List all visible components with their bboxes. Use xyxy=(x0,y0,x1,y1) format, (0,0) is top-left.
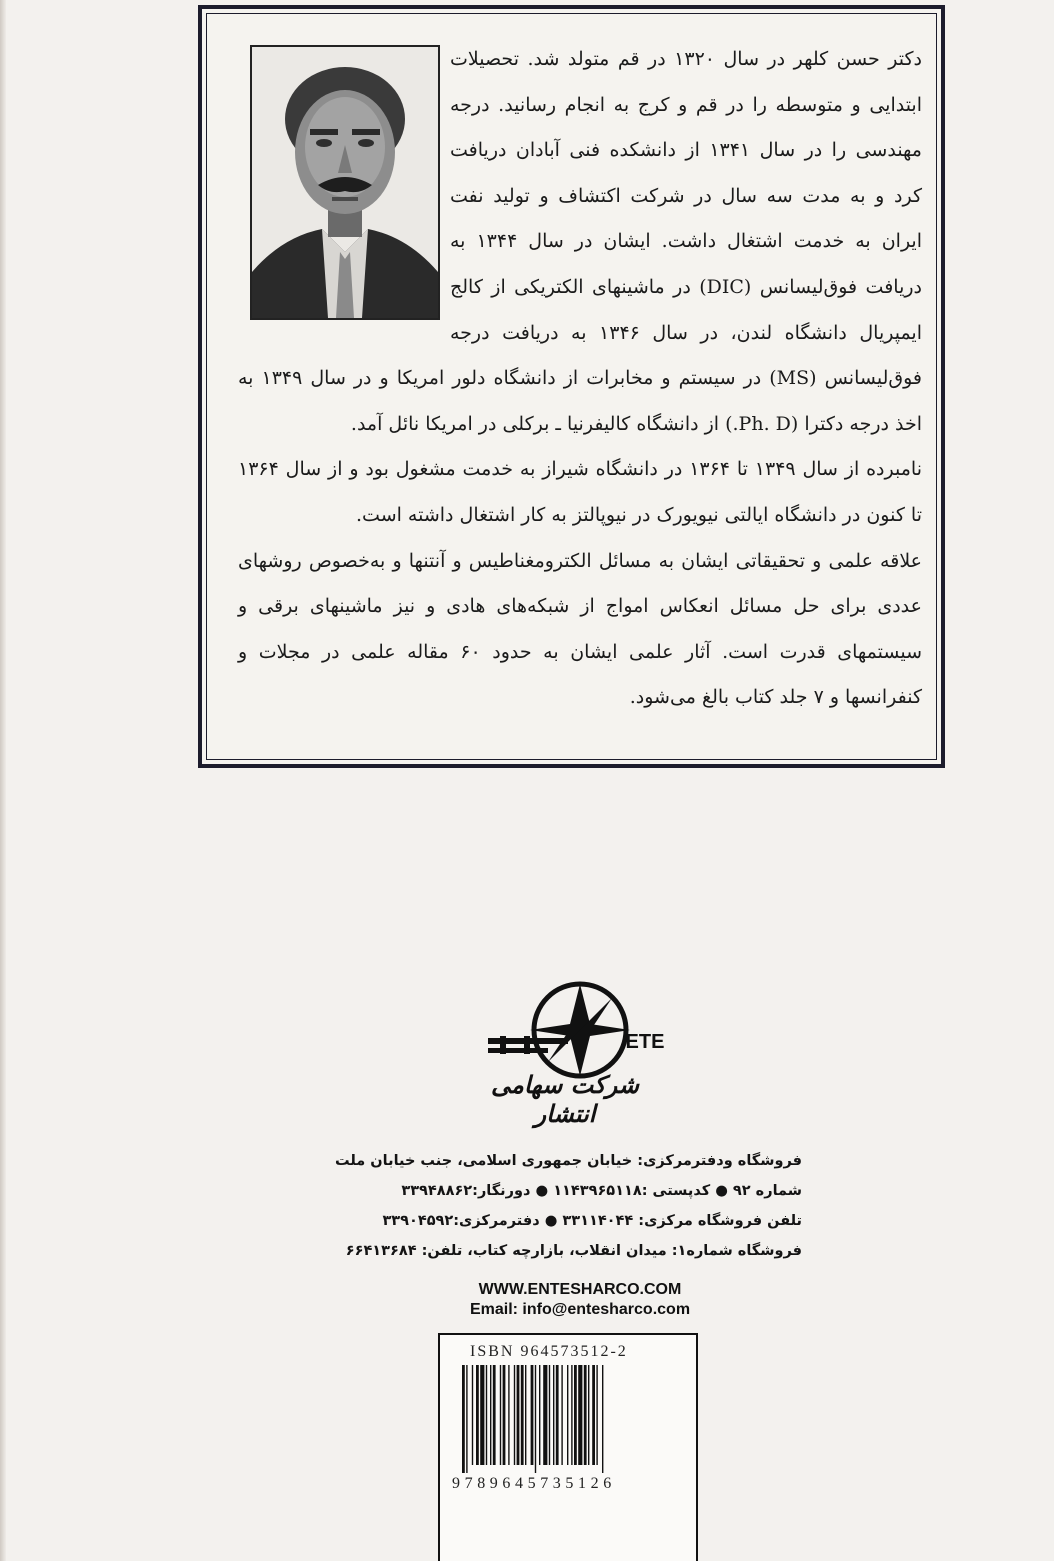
publisher-name: شرکت سهامی انتشار xyxy=(490,1070,640,1128)
website-url: WWW.ENTESHARCO.COM xyxy=(478,1281,682,1298)
email-address: Email: info@entesharco.com xyxy=(469,1301,691,1318)
barcode-bar xyxy=(490,1365,491,1465)
isbn-label: ISBN 964573512-2 xyxy=(470,1343,628,1360)
bio-paragraph: علاقه علمی و تحقیقاتی ایشان به مسائل الکترومغناطیس و آنتنها و به‌خصوص روشهای عددی برای حل مسائل انعکاس امواج از شبکه‌های هادی و نیز ماشینهای برقی و سیستمهای قدرت است. آثار علمی ایشان به حدود ۶۰ مقاله علمی در مجلات و کنفرانسها و ۷ جلد کتاب بالغ می‌شود. xyxy=(238,549,922,709)
barcode-bar xyxy=(549,1365,550,1465)
barcode-bar xyxy=(472,1365,473,1465)
barcode-bar xyxy=(584,1365,587,1465)
barcode-bar xyxy=(521,1365,524,1465)
bio-paragraph: نامبرده از سال ۱۳۴۹ تا ۱۳۶۴ در دانشگاه شیراز به خدمت مشغول بود و از سال ۱۳۶۴ تا کنون در دانشگاه ایالتی نیویورک در نیوپالتز به کار اشتغال داشته است. xyxy=(238,458,922,526)
barcode-bar xyxy=(500,1365,501,1465)
bio-paragraph: دکتر حسن کلهر در سال ۱۳۲۰ در قم متولد شد. تحصیلات ابتدایی و متوسطه را در قم و کرج به انجام رسانید. درجه مهندسی را در سال ۱۳۴۱ از دانشکده فنی آبادان دریافت کرد و به مدت سه سال در شرکت اکتشاف و تولید نفت ایران به خدمت اشتغال داشت. ایشان در سال ۱۳۴۴ به دریافت فوق‌لیسانس (DIC) در ماشینهای الکتریکی از کالج ایمپریال دانشگاه لندن، در سال ۱۳۴۶ به دریافت درجه فوق‌لیسانس (MS) در سیستم و مخابرات از دانشگاه دلور امریکا و در سال ۱۳۴۹ به اخذ درجه دکترا (Ph. D.) از دانشگاه کالیفرنیا ـ برکلی در امریکا نائل آمد. xyxy=(238,48,923,435)
publisher-address xyxy=(335,1146,802,1266)
barcode-bar xyxy=(561,1365,562,1465)
barcode-bar xyxy=(535,1365,536,1473)
address-line: تلفن فروشگاه مرکزی: ۳۳۱۱۴۰۴۴ ● دفترمرکزی:۳۳۹۰۴۵۹۲ xyxy=(382,1213,802,1229)
address-line: فروشگاه شماره۱: میدان انقلاب، بازارچه کتاب، تلفن: ۶۶۴۱۳۶۸۴ xyxy=(345,1243,802,1259)
barcode-bar xyxy=(493,1365,496,1465)
address-line: فروشگاه ودفترمرکزی: خیابان جمهوری اسلامی، جنب خیابان ملت xyxy=(335,1153,802,1169)
barcode-bar xyxy=(531,1365,534,1465)
barcode-bar xyxy=(480,1365,484,1465)
logo-monogram: ETE xyxy=(625,1031,665,1053)
isbn-barcode-box xyxy=(438,1333,698,1561)
barcode-digits: 9789645735126 xyxy=(452,1475,616,1492)
barcode-bar xyxy=(462,1365,465,1473)
barcode-bar xyxy=(466,1365,467,1473)
barcode-bar xyxy=(476,1365,479,1465)
publisher-star-emblem-icon xyxy=(480,980,680,1080)
barcode-bar xyxy=(525,1365,526,1465)
barcode-bar xyxy=(508,1365,509,1465)
barcode-bar xyxy=(539,1365,540,1465)
address-line: شماره ۹۲ ● کدپستی :۱۱۴۳۹۶۵۱۱۸ ● دورنگار:۳۳۹۴۸۸۶۲ xyxy=(401,1183,802,1199)
barcode-bar xyxy=(578,1365,582,1465)
barcode-bar xyxy=(588,1365,589,1465)
barcode-bars-icon xyxy=(462,1365,678,1473)
author-bio-text xyxy=(238,37,922,757)
barcode-bar xyxy=(486,1365,487,1465)
publisher-logo xyxy=(480,980,680,1140)
photo-text-wrap-space xyxy=(238,37,450,327)
barcode-bar xyxy=(596,1365,597,1465)
barcode-bar xyxy=(556,1365,559,1465)
barcode-bar xyxy=(553,1365,554,1465)
barcode-bar xyxy=(517,1365,520,1465)
barcode-bar xyxy=(543,1365,547,1465)
barcode-bar xyxy=(574,1365,577,1465)
barcode-bar xyxy=(503,1365,506,1465)
publisher-contact xyxy=(430,1280,730,1320)
barcode-bar xyxy=(571,1365,572,1465)
barcode-bar xyxy=(514,1365,515,1465)
scan-edge xyxy=(0,0,6,1561)
barcode-bar xyxy=(567,1365,568,1465)
author-bio-frame xyxy=(198,5,945,768)
barcode-bar xyxy=(602,1365,603,1473)
barcode-bar xyxy=(592,1365,595,1465)
